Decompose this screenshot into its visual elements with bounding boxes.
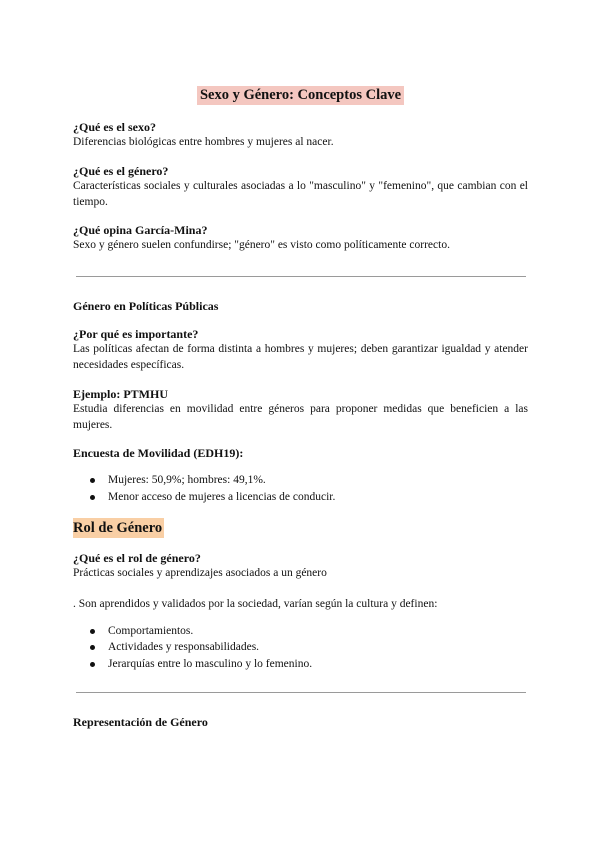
- list-item: [73, 472, 528, 489]
- representacion-heading-block: [73, 715, 528, 730]
- encuesta-block: [73, 446, 528, 505]
- bullet-icon: [90, 645, 95, 650]
- question-heading: ¿Qué es el rol de género?: [73, 551, 201, 565]
- list-item: [73, 639, 528, 656]
- answer-text: Sexo y género suelen confundirse; "género" es visto como políticamente correcto.: [73, 239, 450, 251]
- question-heading: ¿Qué es el sexo?: [73, 120, 156, 134]
- answer-text: Estudia diferencias en movilidad entre géneros para proponer medidas que beneficien a las mujeres.: [73, 403, 528, 431]
- list-item-text: Menor acceso de mujeres a licencias de conducir.: [108, 490, 336, 503]
- answer-text: Prácticas sociales y aprendizajes asociados a un género: [73, 567, 327, 579]
- politicas-importante: [73, 327, 528, 373]
- section-heading: Encuesta de Movilidad (EDH19):: [73, 446, 244, 460]
- horizontal-divider: [76, 692, 526, 693]
- question-heading: ¿Por qué es importante?: [73, 327, 199, 341]
- list-item-text: Jerarquías entre lo masculino y lo femenino.: [108, 657, 313, 670]
- list-item: [73, 656, 528, 673]
- list-item-text: Comportamientos.: [108, 624, 194, 637]
- answer-text: . Son aprendidos y validados por la sociedad, varían según la cultura y definen:: [73, 598, 438, 610]
- list-item: [73, 623, 528, 640]
- rol-question: [73, 551, 528, 582]
- list-item: [73, 489, 528, 506]
- section-heading: Género en Políticas Públicas: [73, 299, 219, 313]
- horizontal-divider: [76, 276, 526, 277]
- bullet-list: [73, 472, 528, 505]
- politicas-ejemplo: [73, 387, 528, 433]
- question-heading: Ejemplo: PTMHU: [73, 387, 168, 401]
- list-item-text: Mujeres: 50,9%; hombres: 49,1%.: [108, 474, 266, 486]
- answer-text: Características sociales y culturales asociadas a lo "masculino" y "femenino", que cambian con el tiempo.: [73, 180, 528, 208]
- rol-heading-block: [73, 518, 528, 538]
- bullet-icon: [90, 662, 95, 667]
- politicas-heading-block: [73, 299, 528, 314]
- bullet-icon: [90, 478, 95, 483]
- section-heading-highlighted: Rol de Género: [73, 520, 163, 536]
- list-item-text: Actividades y responsabilidades.: [108, 641, 260, 653]
- bullet-icon: [90, 495, 95, 500]
- intro-sexo: [73, 120, 528, 151]
- intro-garcia-mina: [73, 223, 528, 254]
- bullet-list: [73, 623, 528, 673]
- bullet-icon: [90, 629, 95, 634]
- rol-explanation: [73, 597, 528, 672]
- intro-genero: [73, 164, 528, 210]
- section-heading: Representación de Género: [73, 715, 208, 729]
- title-wrap: [73, 86, 528, 105]
- question-heading: ¿Qué opina García-Mina?: [73, 223, 208, 237]
- page-title: Sexo y Género: Conceptos Clave: [197, 86, 404, 105]
- answer-text: Diferencias biológicas entre hombres y mujeres al nacer.: [73, 136, 334, 148]
- answer-text: Las políticas afectan de forma distinta a hombres y mujeres; deben garantizar igualdad y atender necesidades específicas.: [73, 343, 528, 371]
- question-heading: ¿Qué es el género?: [73, 164, 169, 178]
